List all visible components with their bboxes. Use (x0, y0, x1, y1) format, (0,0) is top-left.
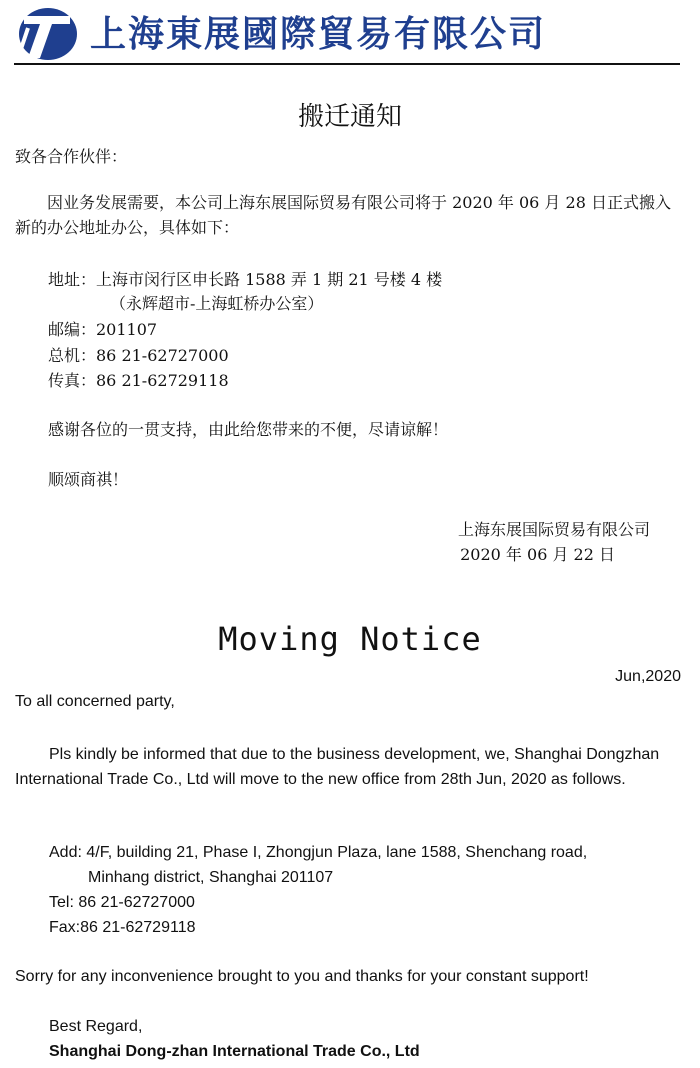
en-apology: Sorry for any inconvenience brought to you and thanks for your constant support! (15, 968, 589, 985)
cn-greeting: 致各合作伙伴： (15, 147, 128, 166)
cn-phone: 总机：86 21-62727000 (48, 346, 229, 365)
en-fax: Fax:86 21-62729118 (49, 919, 196, 936)
company-logo-icon (14, 6, 78, 62)
en-greeting: To all concerned party, (15, 693, 175, 710)
en-date: Jun,2020 (615, 668, 681, 685)
company-name-header: 上海東展國際貿易有限公司 (90, 13, 547, 55)
en-signature-company: Shanghai Dong-zhan International Trade Co., Ltd (49, 1043, 420, 1060)
en-tel: Tel: 86 21-62727000 (49, 894, 195, 911)
en-address-line2: Minhang district, Shanghai 201107 (88, 869, 334, 886)
cn-closing: 顺颂商祺！ (48, 470, 129, 489)
en-address-line1: Add: 4/F, building 21, Phase I, Zhongjun Plaza, lane 1588, Shenchang road, (49, 844, 588, 861)
header-divider (14, 63, 680, 65)
cn-signature-date: 2020 年 06 月 22 日 (460, 545, 615, 564)
en-title: Moving Notice (218, 620, 482, 658)
cn-address-line2: （永辉超市-上海虹桥办公室） (110, 294, 324, 313)
cn-signature-company: 上海东展国际贸易有限公司 (457, 520, 650, 539)
cn-thanks: 感谢各位的一贯支持，由此给您带来的不便，尽请谅解！ (48, 420, 449, 439)
en-body: Pls kindly be informed that due to the business development, we, Shanghai Dongzhan International Trade Co., Ltd will move to the new office from 28th Jun, 2020 as follows. (15, 746, 660, 788)
cn-body: 因业务发展需要，本公司上海东展国际贸易有限公司将于 2020 年 06 月 28 日正式搬入新的办公地址办公，具体如下： (15, 193, 671, 237)
cn-title: 搬迁通知 (297, 102, 402, 132)
en-closing: Best Regard, (49, 1018, 143, 1035)
cn-fax: 传真：86 21-62729118 (48, 371, 229, 390)
cn-postcode: 邮编：201107 (48, 320, 158, 339)
cn-address-line1: 地址：上海市闵行区申长路 1588 弄 1 期 21 号楼 4 楼 (48, 270, 443, 289)
